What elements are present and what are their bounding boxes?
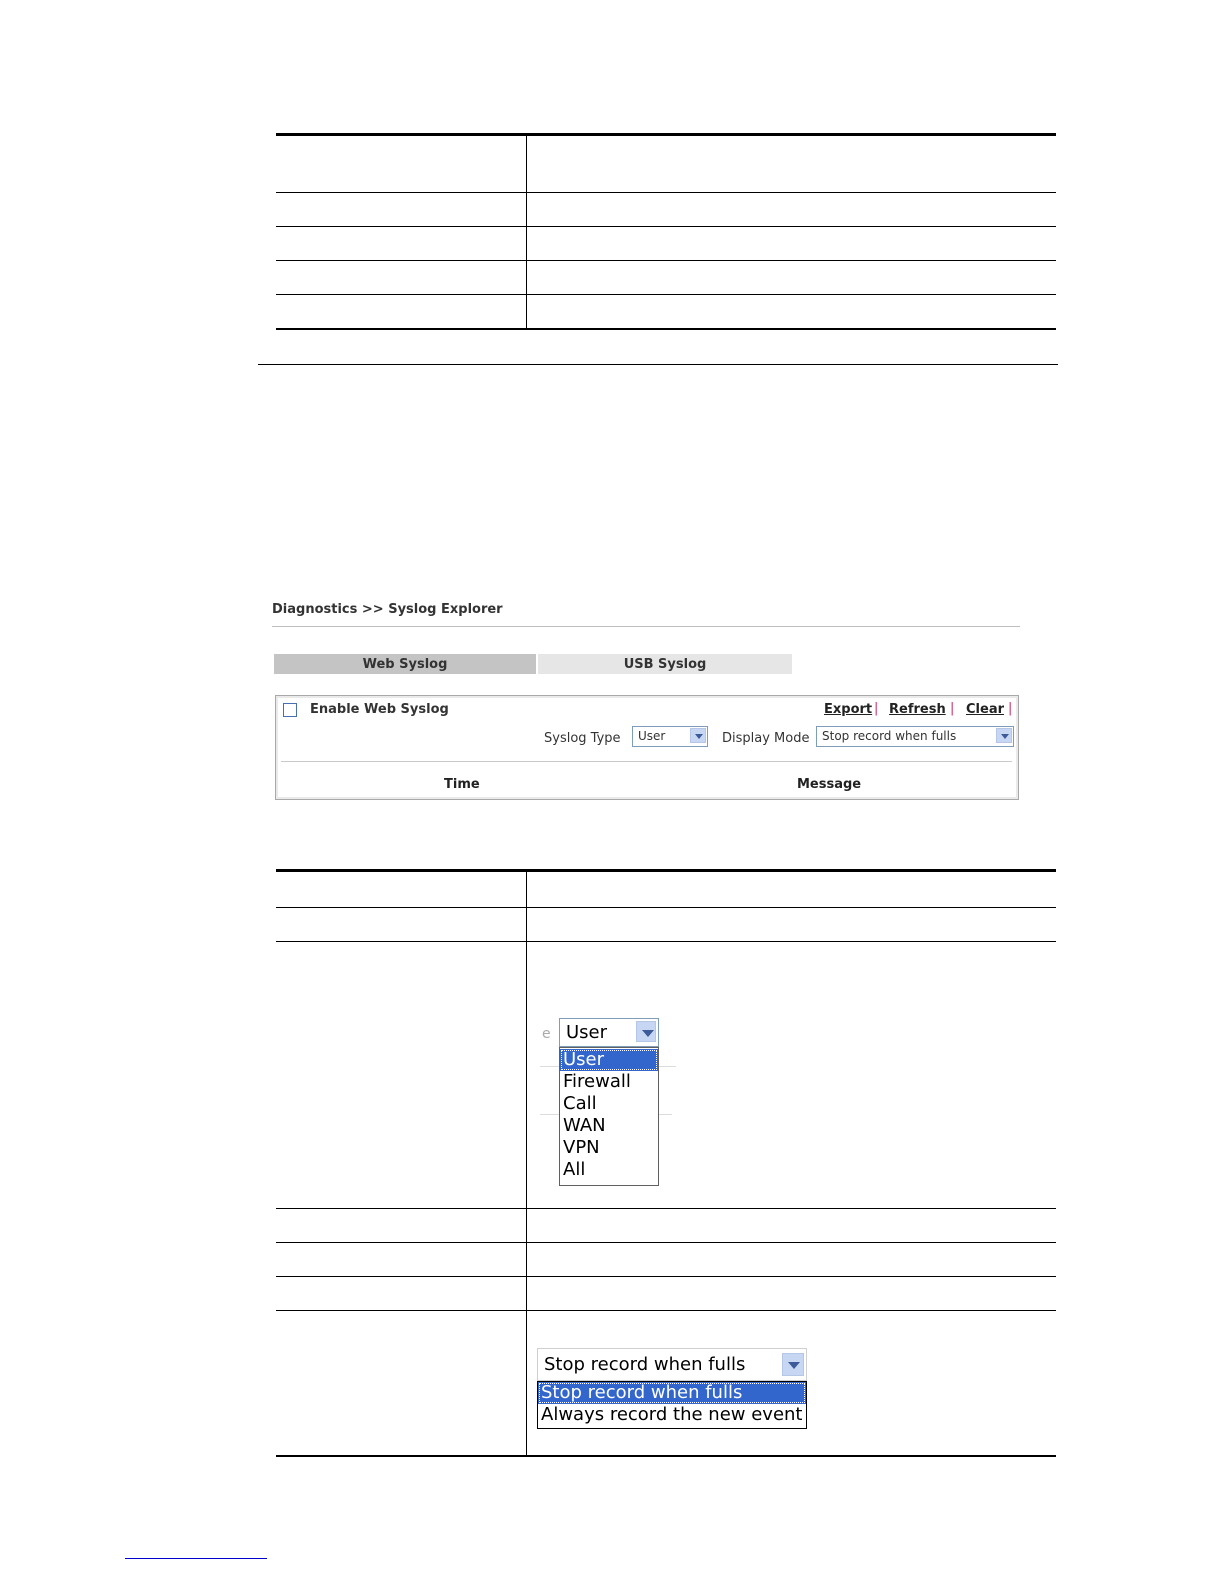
chevron-down-icon	[782, 1353, 804, 1376]
link-separator: |	[950, 701, 955, 716]
table-row	[276, 295, 1056, 328]
breadcrumb: Diagnostics >> Syslog Explorer	[272, 602, 503, 617]
table-row	[276, 872, 1056, 908]
panel-divider	[281, 761, 1012, 762]
table-row	[276, 1243, 1056, 1277]
column-header-time: Time	[444, 777, 480, 792]
chevron-down-icon	[690, 728, 706, 743]
display-mode-value: Stop record when fulls	[822, 729, 957, 743]
syslog-type-value: User	[638, 729, 666, 743]
table-row	[276, 136, 1056, 193]
syslog-type-label: Syslog Type	[544, 731, 621, 746]
section-divider	[258, 364, 1058, 365]
display-mode-options	[537, 1381, 807, 1429]
enable-web-syslog-label: Enable Web Syslog	[310, 702, 449, 717]
refresh-link[interactable]: Refresh	[889, 702, 946, 717]
table-row	[276, 261, 1056, 295]
clear-link[interactable]: Clear	[966, 702, 1004, 717]
display-mode-select[interactable]	[816, 726, 1014, 747]
link-separator: |	[874, 701, 879, 716]
option-stop-record[interactable]: Stop record when fulls	[538, 1382, 806, 1404]
option-firewall[interactable]: Firewall	[563, 1071, 631, 1092]
enable-web-syslog-checkbox[interactable]	[283, 703, 297, 717]
option-user[interactable]: User	[560, 1049, 658, 1071]
top-table	[276, 133, 1056, 330]
syslog-type-dropdown-closed[interactable]	[559, 1018, 659, 1047]
table-row	[276, 942, 1056, 1209]
breadcrumb-divider	[272, 626, 1020, 627]
table-row	[276, 1277, 1056, 1311]
tab-usb-syslog[interactable]: USB Syslog	[538, 654, 792, 674]
option-always-record[interactable]: Always record the new event	[541, 1404, 803, 1425]
tab-web-syslog[interactable]: Web Syslog	[274, 654, 536, 674]
column-header-message: Message	[797, 777, 862, 792]
option-wan[interactable]: WAN	[563, 1115, 606, 1136]
link-separator: |	[1008, 701, 1013, 716]
syslog-type-options	[559, 1047, 659, 1186]
syslog-type-select[interactable]	[632, 726, 708, 747]
display-mode-dropdown-closed[interactable]	[537, 1348, 807, 1381]
option-vpn[interactable]: VPN	[563, 1137, 600, 1158]
chevron-down-icon	[996, 728, 1012, 743]
option-all[interactable]: All	[563, 1159, 586, 1180]
table-row	[276, 193, 1056, 227]
table-row	[276, 1209, 1056, 1243]
option-call[interactable]: Call	[563, 1093, 597, 1114]
export-link[interactable]: Export	[824, 702, 873, 717]
chevron-down-icon	[636, 1021, 656, 1042]
table-row	[276, 908, 1056, 942]
table-row	[276, 227, 1056, 261]
footer-link-line	[125, 1558, 267, 1559]
syslog-type-dropdown-value: User	[566, 1022, 608, 1043]
display-mode-dropdown-value: Stop record when fulls	[544, 1354, 746, 1375]
display-mode-label: Display Mode	[722, 731, 810, 746]
faded-label-fragment: e	[542, 1026, 551, 1042]
